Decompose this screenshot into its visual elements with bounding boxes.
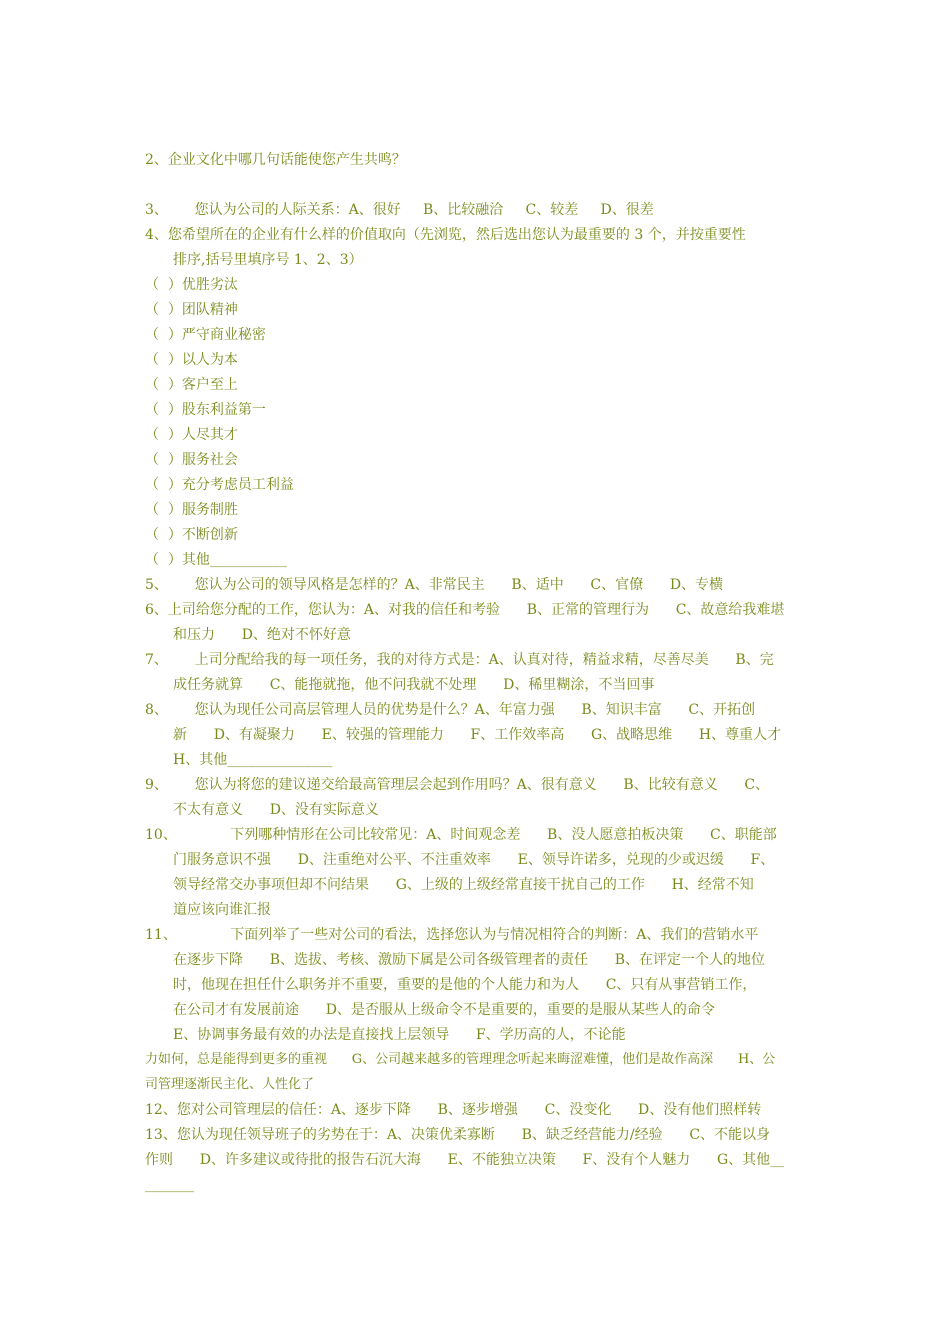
q8-line-cont: 新 D、有凝聚力 E、较强的管理能力 F、工作效率高 G、战略思维 H、尊重人才: [173, 727, 782, 743]
q4-line-cont: 排序,括号里填序号 1、2、3）: [173, 252, 363, 268]
q13-line-cont: _______: [145, 1177, 194, 1193]
q9-line: 9、 您认为将您的建议递交给最高管理层会起到作用吗？A、很有意义 B、比较有意义 C、: [145, 777, 770, 793]
option-item: （ ）其他___________: [145, 552, 287, 568]
q7-line: 7、 上司分配给我的每一项任务，我的对待方式是：A、认真对待，精益求精，尽善尽美 B、完: [145, 652, 774, 668]
q7-line-cont: 成任务就算 C、能拖就拖，他不问我就不处理 D、稀里糊涂，不当回事: [173, 677, 655, 693]
q13-line: 13、您认为现任领导班子的劣势在于：A、决策优柔寡断 B、缺乏经营能力/经验 C、不能以身: [145, 1127, 771, 1143]
q6-line-cont: 和压力 D、绝对不怀好意: [173, 627, 351, 643]
option-item: （ ）人尽其才: [145, 427, 238, 443]
q10-line-cont: 道应该向谁汇报: [173, 902, 271, 918]
q6-line: 6、上司给您分配的工作，您认为：A、对我的信任和考验 B、正常的管理行为 C、故意给我难堪: [145, 602, 785, 618]
q10-line-cont: 领导经常交办事项但却不问结果 G、上级的上级经常直接干扰自己的工作 H、经常不知: [173, 877, 754, 893]
q8-line: 8、 您认为现任公司高层管理人员的优势是什么？A、年富力强 B、知识丰富 C、开拓创: [145, 702, 756, 718]
q12-line: 12、您对公司管理层的信任：A、逐步下降 B、逐步增强 C、没变化 D、没有他们照样转: [145, 1102, 762, 1118]
q10-line: 10、 下列哪种情形在公司比较常见：A、时间观念差 B、没人愿意拍板决策 C、职能部: [145, 827, 777, 843]
q2-line: 2、企业文化中哪几句话能使您产生共鸣？: [145, 152, 406, 168]
q13-line-cont: 作则 D、许多建议或待批的报告石沉大海 E、不能独立决策 F、没有个人魅力 G、其他__: [145, 1152, 785, 1168]
q8-line-cont: H、其他_______________: [173, 752, 333, 768]
q11-line: 11、 下面列举了一些对公司的看法，选择您认为与情况相符合的判断：A、我们的营销水平: [145, 927, 759, 943]
q11-line-cont: 时，他现在担任什么职务并不重要，重要的是他的个人能力和为人 C、只有从事营销工作，: [173, 977, 757, 993]
q4-line: 4、您希望所在的企业有什么样的价值取向（先浏览，然后选出您认为最重要的 3 个，并按重要性: [145, 227, 746, 243]
option-item: （ ）客户至上: [145, 377, 238, 393]
q11-line-cont: 司管理逐渐民主化、人性化了: [145, 1077, 315, 1092]
option-item: （ ）优胜劣汰: [145, 277, 238, 293]
q11-line-cont: 力如何，总是能得到更多的重视 G、公司越来越多的管理理念听起来晦涩难懂，他们是故作高深 H、公: [145, 1052, 776, 1067]
option-item: （ ）服务制胜: [145, 502, 238, 518]
option-item: （ ）以人为本: [145, 352, 238, 368]
q11-line-cont: 在公司才有发展前途 D、是否服从上级命令不是重要的，重要的是服从某些人的命令: [173, 1002, 715, 1018]
option-item: （ ）服务社会: [145, 452, 238, 468]
q3-line: 3、 您认为公司的人际关系：A、很好 B、比较融洽 C、较差 D、很差: [145, 202, 654, 218]
option-item: （ ）严守商业秘密: [145, 327, 266, 343]
q11-line-cont: E、协调事务最有效的办法是直接找上层领导 F、学历高的人，不论能: [173, 1027, 626, 1043]
option-item: （ ）团队精神: [145, 302, 238, 318]
q10-line-cont: 门服务意识不强 D、注重绝对公平、不注重效率 E、领导许诺多，兑现的少或迟缓 F、: [173, 852, 775, 868]
q5-line: 5、 您认为公司的领导风格是怎样的？A、非常民主 B、适中 C、官僚 D、专横: [145, 577, 724, 593]
option-item: （ ）股东利益第一: [145, 402, 266, 418]
option-item: （ ）不断创新: [145, 527, 238, 543]
q9-line-cont: 不太有意义 D、没有实际意义: [173, 802, 379, 818]
option-item: （ ）充分考虑员工利益: [145, 477, 294, 493]
q11-line-cont: 在逐步下降 B、选拔、考核、激励下属是公司各级管理者的责任 B、在评定一个人的地位: [173, 952, 765, 968]
